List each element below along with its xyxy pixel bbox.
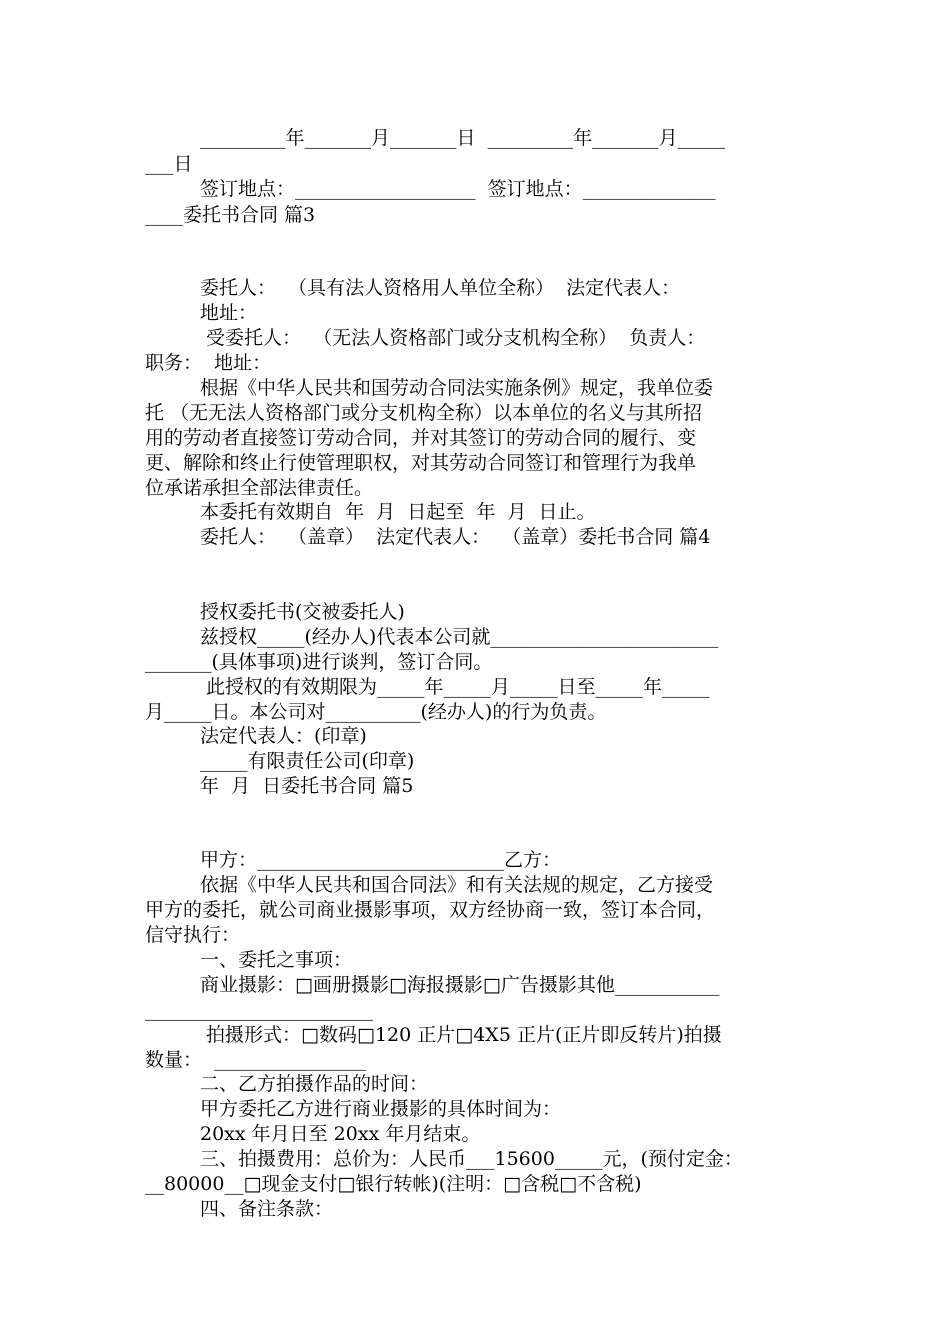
paragraph-line: 用的劳动者直接签订劳动合同，并对其签订的劳动合同的履行、变 bbox=[145, 427, 697, 449]
validity-line: 本委托有效期自 年 月 日起至 年 月 日止。 bbox=[200, 501, 596, 523]
address-line: 地址： bbox=[200, 302, 258, 324]
paragraph-line: 更、解除和终止行使管理职权，对其劳动合同签订和管理行为我单 bbox=[145, 452, 697, 474]
clause-line: 20xx 年月日至 20xx 年月结束。 bbox=[200, 1123, 481, 1145]
paragraph-line: _______(具体事项)进行谈判，签订合同。 bbox=[145, 651, 493, 673]
signature-line: 委托人： （盖章） 法定代表人： （盖章）委托书合同 篇4 bbox=[200, 526, 711, 548]
clause-line: 甲方委托乙方进行商业摄影的具体时间为： bbox=[200, 1098, 562, 1120]
paragraph-line: 此授权的有效期限为_____年_____月_____日至_____年_____ bbox=[200, 676, 710, 698]
date-heading-line: 年 月 日委托书合同 篇5 bbox=[200, 775, 414, 797]
date-line: _________年_______月_______日 _________年_______月_____ bbox=[200, 127, 726, 149]
section-heading-3: ____委托书合同 篇3 bbox=[145, 204, 316, 226]
paragraph-line: 月_____日。本公司对__________(经办人)的行为负责。 bbox=[145, 701, 607, 723]
clause-line: 数量： ________________ bbox=[145, 1049, 367, 1071]
clause-line: 商业摄影：□画册摄影□海报摄影□广告摄影其他___________ bbox=[200, 974, 720, 996]
clause-heading: 二、乙方拍摄作品的时间： bbox=[200, 1073, 429, 1095]
signing-place-line: 签订地点：___________________ 签订地点：______________ bbox=[200, 178, 716, 200]
clause-line: __80000__□现金支付□银行转帐)(注明：□含税□不含税) bbox=[145, 1173, 642, 1195]
agent-line: 受委托人： （无法人资格部门或分支机构全称） 负责人： bbox=[200, 327, 706, 349]
principal-line: 委托人： （具有法人资格用人单位全称） 法定代表人： bbox=[200, 277, 681, 299]
clause-line: 拍摄形式：□数码□120 正片□4X5 正片(正片即反转片)拍摄 bbox=[200, 1024, 722, 1046]
paragraph-line: 位承诺承担全部法律责任。 bbox=[145, 477, 374, 499]
authorization-title: 授权委托书(交被委托人) bbox=[200, 601, 405, 623]
legal-rep-line: 法定代表人：(印章) bbox=[200, 725, 367, 747]
clause-heading: 四、备注条款： bbox=[200, 1198, 334, 1220]
paragraph-line: 依据《中华人民共和国合同法》和有关法规的规定，乙方接受 bbox=[200, 874, 714, 896]
clause-line: ________________________ bbox=[145, 999, 373, 1021]
date-line-wrap: ___日 bbox=[145, 153, 193, 175]
paragraph-line: 兹授权_____(经办人)代表本公司就________________________ bbox=[200, 626, 719, 648]
paragraph-line: 根据《中华人民共和国劳动合同法实施条例》规定，我单位委 bbox=[200, 377, 714, 399]
paragraph-line: 甲方的委托，就公司商业摄影事项，双方经协商一致，签订本合同， bbox=[145, 899, 716, 921]
paragraph-line: 托 （无无法人资格部门或分支机构全称）以本单位的名义与其所招 bbox=[145, 402, 703, 424]
paragraph-line: 信守执行： bbox=[145, 924, 241, 946]
post-address-line: 职务： 地址： bbox=[145, 352, 272, 374]
company-line: _____有限责任公司(印章) bbox=[200, 750, 415, 772]
clause-heading: 一、委托之事项： bbox=[200, 949, 353, 971]
clause-line: 三、拍摄费用：总价为：人民币___15600_____元，(预付定金： bbox=[200, 1148, 743, 1170]
parties-line: 甲方：__________________________乙方： bbox=[200, 849, 562, 871]
